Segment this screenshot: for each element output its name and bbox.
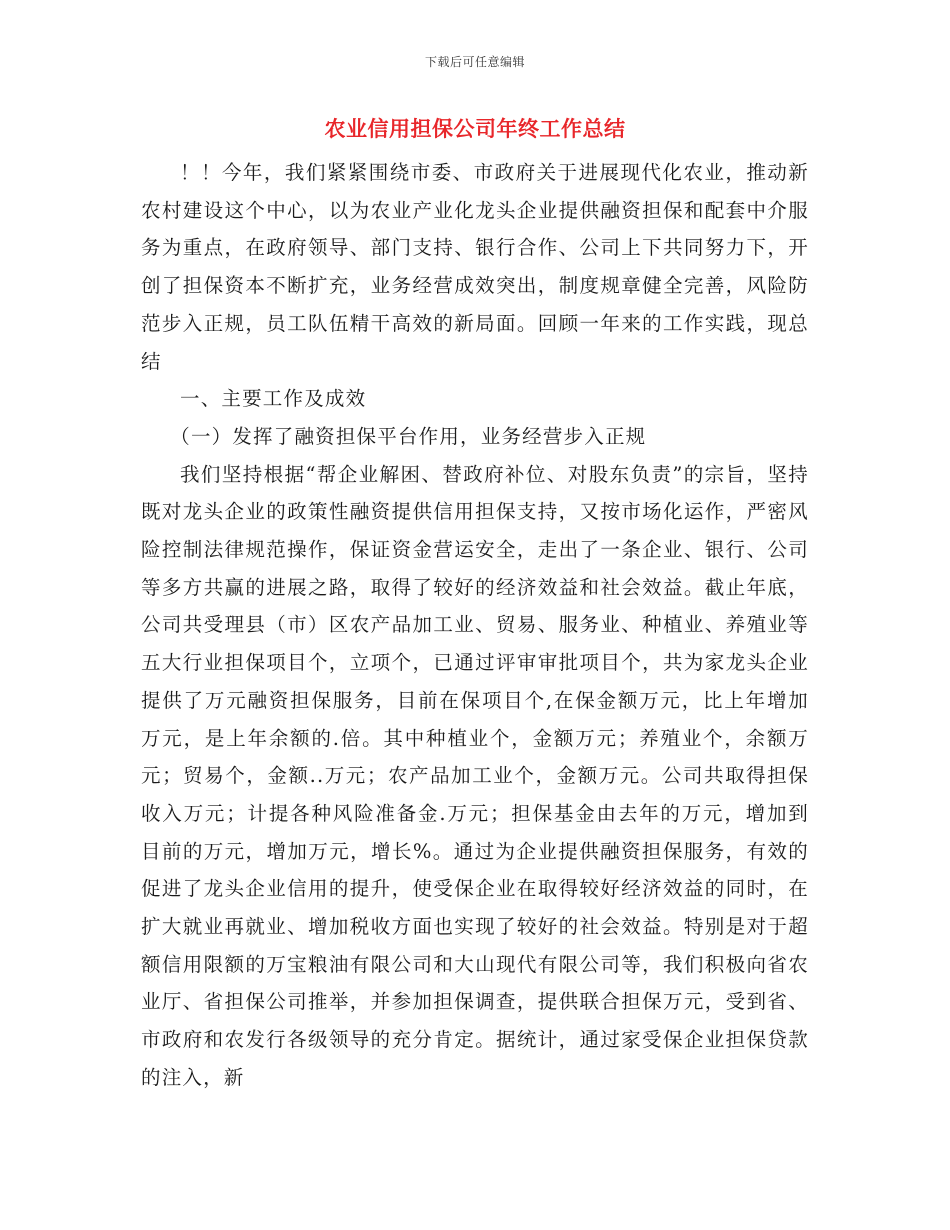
document-body xyxy=(141,154,809,1097)
paragraph-main: 我们坚持根据“帮企业解困、替政府补位、对股东负责”的宗旨，坚持既对龙头企业的政策性融资提供信用担保支持，又按市场化运作，严密风险控制法律规范操作，保证资金营运安全，走出了一条企业、银行、公司等多方共赢的进展之路，取得了较好的经济效益和社会效益。截止年底，公司共受理县（市）区农产品加工业、贸易、服务业、种植业、养殖业等五大行业担保项目个，立项个，已通过评审审批项目个，共为家龙头企业提供了万元融资担保服务，目前在保项目个,在保金额万元，比上年增加万元，是上年余额的.倍。其中种植业个，金额万元；养殖业个，余额万元；贸易个，金额..万元；农产品加工业个，金额万元。公司共取得担保收入万元；计提各种风险准备金.万元；担保基金由去年的万元，增加到目前的万元，增加万元，增长%。通过为企业提供融资担保服务，有效的促进了龙头企业信用的提升，使受保企业在取得较好经济效益的同时，在扩大就业再就业、增加税收方面也实现了较好的社会效益。特别是对于超额信用限额的万宝粮油有限公司和大山现代有限公司等，我们积极向省农业厅、省担保公司推举，并参加担保调查，提供联合担保万元，受到省、市政府和农发行各级领导的充分肯定。据统计，通过家受保企业担保贷款的注入，新 xyxy=(141,462,809,1089)
document-title: 农业信用担保公司年终工作总结 xyxy=(324,116,626,141)
section-heading: 一、主要工作及成效 xyxy=(180,387,367,411)
header-note: 下载后可任意编辑 xyxy=(424,55,525,69)
subsection-heading: （一）发挥了融资担保平台作用，业务经营步入正规 xyxy=(170,424,647,448)
paragraph-intro: ！！今年，我们紧紧围绕市委、市政府关于进展现代化农业，推动新农村建设这个中心，以为农业产业化龙头企业提供融资担保和配套中介服务为重点，在政府领导、部门支持、银行合作、公司上下共同努力下，开创了担保资本不断扩充，业务经营成效突出，制度规章健全完善，风险防范步入正规，员工队伍精干高效的新局面。回顾一年来的工作实践，现总结 xyxy=(141,161,809,373)
